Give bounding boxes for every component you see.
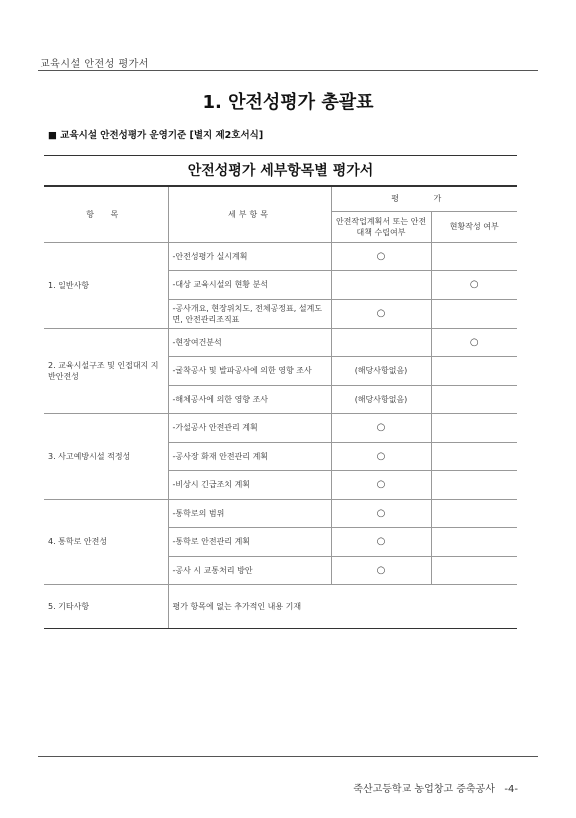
detail-cell: -대상 교육시설의 현황 분석 (168, 270, 331, 299)
status-cell: ○ (431, 328, 517, 356)
detail-cell: -공사 시 교통처리 방안 (168, 556, 331, 584)
safety-plan-cell: ○ (331, 556, 431, 584)
status-cell (431, 299, 517, 328)
table-row (44, 242, 517, 270)
header-safety-plan: 안전작업계획서 또는 안전대책 수립여부 (331, 211, 431, 242)
safety-plan-cell: ○ (331, 299, 431, 328)
header-item: 항 목 (44, 186, 168, 242)
form-reference: ■ 교육시설 안전성평가 운영기준 [별지 제2호서식] (48, 130, 264, 141)
table-row (44, 584, 517, 628)
safety-plan-cell: ○ (331, 242, 431, 270)
safety-plan-cell: ○ (331, 499, 431, 527)
table-row (44, 413, 517, 442)
safety-plan-cell: ○ (331, 527, 431, 556)
safety-plan-cell (331, 270, 431, 299)
header-detail: 세부항목 (168, 186, 331, 242)
page-footer: 죽산고등학교 농업창고 증축공사 -4- (353, 784, 518, 795)
detail-cell: -비상시 긴급조치 계획 (168, 470, 331, 499)
status-cell (431, 499, 517, 527)
table-row (44, 328, 517, 356)
header-divider (38, 70, 538, 71)
detail-cell: -통학로 안전관리 계획 (168, 527, 331, 556)
safety-plan-cell (331, 328, 431, 356)
group-label: 4. 통학로 안전성 (44, 499, 168, 584)
document-header: 교육시설 안전성 평가서 (40, 59, 149, 70)
detail-cell: -통학로의 범위 (168, 499, 331, 527)
status-cell (431, 356, 517, 385)
detail-cell: 평가 항목에 없는 추가적인 내용 기재 (168, 584, 517, 628)
group-label: 1. 일반사항 (44, 242, 168, 328)
detail-cell: -굴착공사 및 발파공사에 의한 영향 조사 (168, 356, 331, 385)
status-cell (431, 442, 517, 470)
status-cell (431, 242, 517, 270)
status-cell (431, 527, 517, 556)
group-label: 5. 기타사항 (44, 584, 168, 628)
group-label: 3. 사고예방시설 적정성 (44, 413, 168, 499)
status-cell (431, 470, 517, 499)
page-title: 1. 안전성평가 총괄표 (202, 92, 374, 113)
status-cell: ○ (431, 270, 517, 299)
status-cell (431, 385, 517, 413)
footer-divider (38, 756, 538, 757)
status-cell (431, 413, 517, 442)
detail-cell: -공사장 화재 안전관리 계획 (168, 442, 331, 470)
table-header-row (44, 186, 517, 211)
group-label: 2. 교육시설구조 및 인접대지 지반안전성 (44, 328, 168, 413)
detail-cell: -해체공사에 의한 영향 조사 (168, 385, 331, 413)
detail-cell: -안전성평가 실시계획 (168, 242, 331, 270)
detail-cell: -공사개요, 현장위치도, 전체공정표, 설계도면, 안전관리조직표 (168, 299, 331, 328)
table-title: 안전성평가 세부항목별 평가서 (44, 155, 517, 186)
safety-plan-cell: ○ (331, 442, 431, 470)
evaluation-table (44, 185, 517, 629)
safety-plan-cell: (해당사항없음) (331, 356, 431, 385)
safety-plan-cell: ○ (331, 413, 431, 442)
safety-plan-cell: (해당사항없음) (331, 385, 431, 413)
header-status-written: 현황작성 여부 (431, 211, 517, 242)
safety-plan-cell: ○ (331, 470, 431, 499)
detail-cell: -현장여건분석 (168, 328, 331, 356)
detail-cell: -가설공사 안전관리 계획 (168, 413, 331, 442)
table-row (44, 499, 517, 527)
header-evaluation: 평 가 (331, 186, 517, 211)
status-cell (431, 556, 517, 584)
